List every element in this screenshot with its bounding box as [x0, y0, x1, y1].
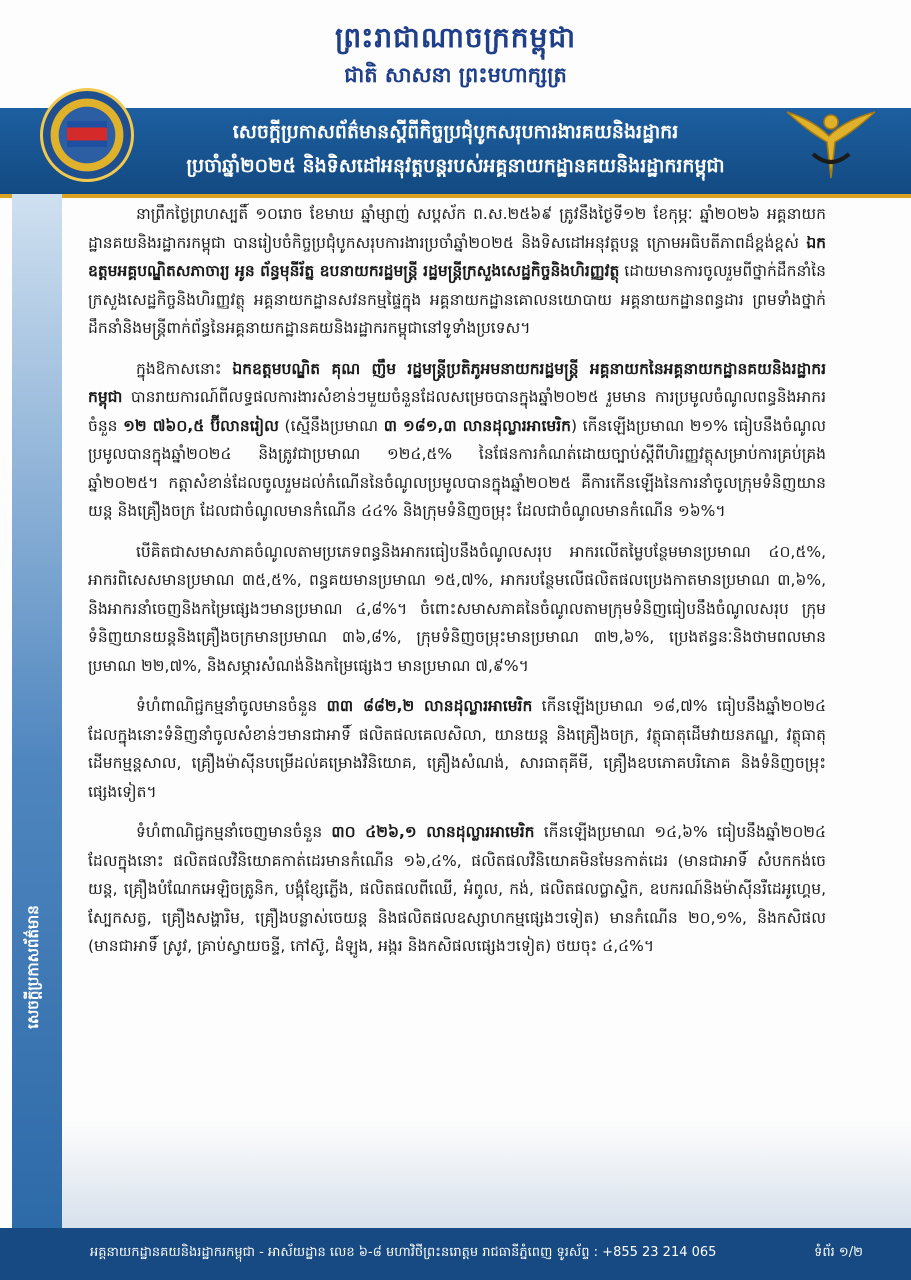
- page-number: ទំព័រ ១/២: [814, 1245, 863, 1260]
- p1-text-c: ដោយមានការចូលរួមពីថ្នាក់ដឹកនាំនៃក្រសួងសេដ្ឋកិច្ចនិងហិរញ្ញវត្ថុ អគ្គនាយកដ្ឋានសវនកម្មផ្ទៃក្នុង អគ្គនាយកដ្ឋានគោលនយោបាយ អគ្គនាយកដ្ឋានពន្ធដារ ព្រមទាំងថ្នាក់ដឹកនាំនិងមន្ត្រីពាក់ព័ន្ធនៃអគ្គនាយកដ្ឋានគយនិងរដ្ឋាករកម្ពុជានៅទូទាំងប្រទេស។: [88, 262, 826, 337]
- p2-text-c: បានរាយការណ៍ពីលទ្ធផលការងារសំខាន់ៗមួយចំនួនដែលសម្រេចបានក្នុងឆ្នាំ២០២៥ រួមមាន ការប្រមូលចំណូលពន្ធនិងអាករចំនួន: [88, 388, 826, 435]
- p4-text-a: ទំហំពាណិជ្ជកម្មនាំចូលមានចំនួន: [136, 697, 327, 715]
- paragraph-5: [88, 818, 826, 961]
- paragraph-2: [88, 355, 826, 526]
- p2-text-a: ក្នុងឱកាសនោះ: [136, 359, 233, 378]
- p4-bold-imports: ៣៣ ៨៨២,២ លានដុល្លារអាមេរិក: [326, 697, 533, 715]
- p2-text-g: ) កើនឡើងប្រមាណ ២១% ធៀបនឹងចំណូលប្រមូលបានក្នុងឆ្នាំ២០២៤ និងត្រូវជាប្រមាណ ១២៤,៥% នៃផែនការកំណត់ដោយច្បាប់ស្តីពីហិរញ្ញវត្ថុសម្រាប់ការគ្រប់គ្រងឆ្នាំ២០២៥។ កត្តាសំខាន់ដែលចូលរួមដល់កំណើននៃចំណូលប្រមូលបានក្នុងឆ្នាំ២០២៥ គឺការកើនឡើងនៃការនាំចូលក្រុមទំនិញយានយន្ត និងគ្រឿងចក្រ ដែលជាចំណូលមានកំណើន ៤៤% និងក្រុមទំនិញចម្រុះ ដែលជាចំណូលមានកំណើន ១៦%។: [88, 416, 826, 520]
- title-banner: [0, 108, 911, 198]
- flag-icon: [67, 121, 107, 147]
- national-motto: ជាតិ សាសនា ព្រះមហាក្សត្រ: [344, 63, 567, 87]
- letterhead: [0, 0, 911, 108]
- footer-address: អគ្គនាយកដ្ឋានគយនិងរដ្ឋាករកម្ពុជា - អាស័យដ្ឋាន លេខ ៦-៨ មហាវិថីព្រះនរោត្តម រាជធានីភ្នំពេញ ទូរស័ព្ទ : +855 23 214 065: [90, 1245, 717, 1260]
- city-skyline-watermark: [62, 1120, 911, 1228]
- caduceus-anchor-emblem: [783, 92, 879, 180]
- p5-bold-exports: ៣០ ៤២៦,១ លានដុល្លារអាមេរិក: [331, 823, 535, 841]
- footer-bar: [0, 1228, 911, 1280]
- customs-emblem-logo: [40, 88, 134, 182]
- banner-title-line2: ប្រចាំឆ្នាំ២០២៥ និងទិសដៅអនុវត្តបន្តរបស់អគ្គនាយកដ្ឋានគយនិងរដ្ឋាករកម្ពុជា: [186, 155, 725, 177]
- paragraph-3: បើគិតជាសមាសភាគចំណូលតាមប្រភេទពន្ធនិងអាករធៀបនឹងចំណូលសរុប អាករលើតម្លៃបន្ថែមមានប្រមាណ ៤០,៥%, អាករពិសេសមានប្រមាណ ៣៥,៥%, ពន្ធគយមានប្រមាណ ១៥,៧%, អាករបន្ថែមលើផលិតផលប្រេងកាតមានប្រមាណ ៣,៦%, និងអាករនាំចេញនិងកម្រៃផ្សេងៗមានប្រមាណ ៤,៨%។ ចំពោះសមាសភាគនៃចំណូលតាមក្រុមទំនិញធៀបនឹងចំណូលសរុប ក្រុមទំនិញយានយន្តនិងគ្រឿងចក្រមានប្រមាណ ៣៦,៨%, ក្រុមទំនិញចម្រុះមានប្រមាណ ៣២,៦%, ប្រេងឥន្ធនៈនិងថាមពលមានប្រមាណ ២២,៧%, និងសម្ភារសំណង់និងកម្រៃផ្សេងៗ មានប្រមាណ ៧,៩%។: [88, 542, 826, 675]
- p2-bold-revenue-usd: ៣ ១៨១,៣ លានដុល្លារអាមេរិក: [383, 416, 571, 435]
- paragraph-1: [88, 200, 826, 343]
- banner-title-line1: សេចក្តីប្រកាសព័ត៌មានស្តីពីកិច្ចប្រជុំបូកសរុបការងារគយនិងរដ្ឋាករ: [232, 121, 679, 143]
- p5-text-c: កើនឡើងប្រមាណ ១៤,៦% ធៀបនឹងឆ្នាំ២០២៤ ដែលក្នុងនោះ ផលិតផលវិនិយោគកាត់ដេរមានកំណើន ១៦,៤%, ផលិតផលវិនិយោគមិនមែនកាត់ដេរ (មានជាអាទិ៍ សំបកកង់ចេយន្ត, គ្រឿងបំណែកអេឡិចត្រូនិក, បង្គុំខ្សែភ្លើង, ផលិតផលពីឈើ, អំពូល, កង់, ផលិតផលប្លាស្ទិក, ឧបករណ៍និងម៉ាស៊ីនរឺដេអូហ្គេម, ស្បែកសត្វ, គ្រឿងសង្ហារិម, គ្រឿងបន្លាស់ចេយន្ត និងផលិតផលឧស្សាហកម្មផ្សេងៗទៀត) មានកំណើន ២០,១%, និងកសិផល (មានជាអាទិ៍ ស្រូវ, គ្រាប់ស្វាយចន្ទី, កៅស៊ូ, ដំឡូង, អង្ករ និងកសិផលផ្សេងៗទៀត) ថយចុះ ៤,៤%។: [88, 823, 827, 955]
- p2-bold-revenue-riel: ១២ ៧៦០,៥ ប៊ីលានរៀល: [123, 416, 279, 435]
- kingdom-title: ព្រះរាជាណាចក្រកម្ពុជា: [334, 21, 576, 54]
- press-release-body: [88, 200, 826, 973]
- side-ribbon: [12, 194, 62, 1228]
- p2-bold-director: ឯកឧត្តមបណ្ឌិត គុណ ញឹម រដ្ឋមន្ត្រីប្រតិភូអមនាយករដ្ឋមន្ត្រី អគ្គនាយកនៃអគ្គនាយកដ្ឋានគយនិងរដ្ឋាករកម្ពុជា: [88, 359, 827, 406]
- p4-text-c: កើនឡើងប្រមាណ ១៨,៧% ធៀបនឹងឆ្នាំ២០២៤ ដែលក្នុងនោះទំនិញនាំចូលសំខាន់ៗមានជាអាទិ៍ ផលិតផលគេលសិលា, យានយន្ត និងគ្រឿងចក្រ, វត្ថុធាតុដើមវាយនភណ្ឌ, វត្ថុធាតុដើមកម្មន្តសាល, គ្រឿងម៉ាស៊ីនបម្រើដល់គម្រោងវិនិយោគ, គ្រឿងសំណង់, សារធាតុគីមី, គ្រឿងឧបភោគបរិភោគ និងទំនិញចម្រុះផ្សេងទៀត។: [88, 697, 826, 801]
- p1-text-a: នាព្រឹកថ្ងៃព្រហស្បតិ៍ ១០រោច ខែមាឃ ឆ្នាំម្សាញ់ សប្តស័ក ព.ស.២៥៦៩ ត្រូវនឹងថ្ងៃទី១២ ខែកុម្ភៈ ឆ្នាំ២០២៦ អគ្គនាយកដ្ឋានគយនិងរដ្ឋាករកម្ពុជា បានរៀបចំកិច្ចប្រជុំបូកសរុបការងារប្រចាំឆ្នាំ២០២៥ និងទិសដៅអនុវត្តបន្ត ក្រោមអធិបតីភាពដ៏ខ្ពង់ខ្ពស់: [88, 205, 826, 252]
- p5-text-a: ទំហំពាណិជ្ជកម្មនាំចេញមានចំនួន: [136, 823, 332, 841]
- p2-text-e: (ស្មើនឹងប្រមាណ: [278, 416, 384, 435]
- paragraph-4: [88, 692, 826, 806]
- p1-bold-guest: ឯកឧត្តមអគ្គបណ្ឌិតសភាចារ្យ អូន ព័ន្ធមុនីរ័ត្ន ឧបនាយករដ្ឋមន្ត្រី រដ្ឋមន្ត្រីក្រសួងសេដ្ឋកិច្ចនិងហិរញ្ញវត្ថុ: [88, 233, 826, 280]
- side-ribbon-text: សេចក្តីប្រកាសព័ត៌មាន: [24, 905, 42, 1029]
